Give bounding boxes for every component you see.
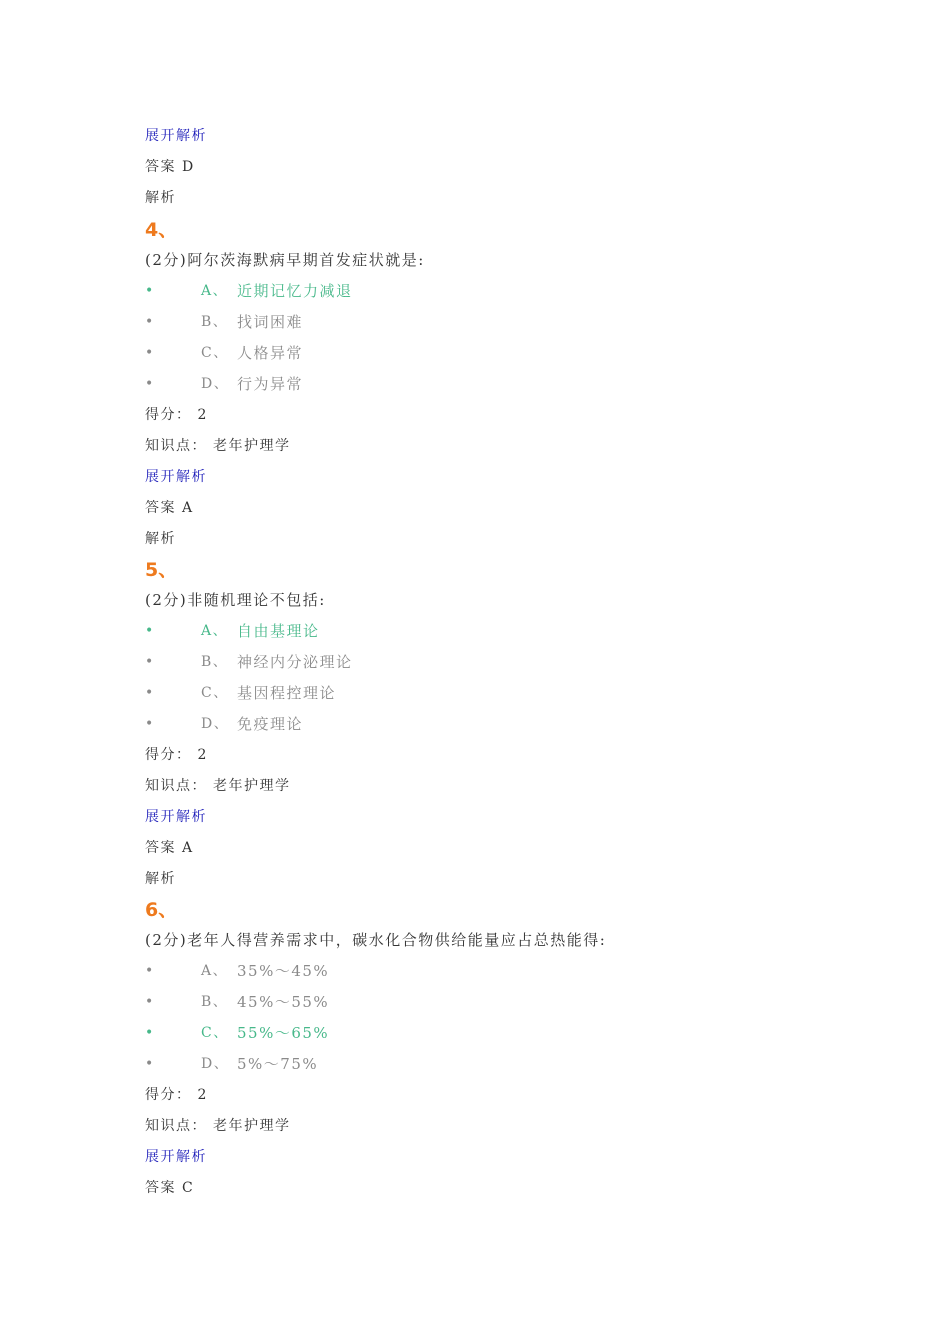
option-letter: C、 [201, 345, 229, 361]
question-stem-5: (2分)非随机理论不包括: [145, 591, 326, 609]
option-text: 行为异常 [237, 375, 304, 393]
option-text: 神经内分泌理论 [237, 653, 353, 671]
option-letter: C、 [201, 685, 229, 701]
question-stem-4: (2分)阿尔茨海默病早期首发症状就是: [145, 251, 425, 269]
expand-analysis-link-q4[interactable]: 展开解析 [145, 469, 207, 485]
question-stem-6: (2分)老年人得营养需求中，碳水化合物供给能量应占总热能得: [145, 931, 607, 949]
bullet-icon: • [145, 685, 155, 701]
option-text: 免疫理论 [237, 715, 304, 733]
knowledge-point-q6: 知识点： 老年护理学 [145, 1118, 291, 1134]
option-letter: D、 [201, 1056, 230, 1072]
option-4b[interactable] [145, 311, 545, 333]
bullet-icon: • [145, 963, 155, 979]
expand-analysis-link-q3[interactable]: 展开解析 [145, 128, 207, 144]
option-letter: A、 [201, 623, 229, 639]
option-5c[interactable] [145, 682, 545, 704]
bullet-icon: • [145, 994, 155, 1010]
score-q6: 得分： 2 [145, 1087, 208, 1103]
option-text: 55%～65% [237, 1024, 330, 1042]
bullet-icon: • [145, 623, 155, 639]
option-6b[interactable] [145, 991, 545, 1013]
bullet-icon: • [145, 1056, 155, 1072]
knowledge-point-q5: 知识点： 老年护理学 [145, 778, 291, 794]
knowledge-point-q4: 知识点： 老年护理学 [145, 438, 291, 454]
bullet-icon: • [145, 376, 155, 392]
bullet-icon: • [145, 716, 155, 732]
option-text: 人格异常 [237, 344, 304, 362]
option-6a[interactable] [145, 960, 545, 982]
analysis-label-q4: 解析 [145, 531, 176, 547]
option-letter: C、 [201, 1025, 229, 1041]
option-5a[interactable] [145, 620, 545, 642]
bullet-icon: • [145, 314, 155, 330]
bullet-icon: • [145, 654, 155, 670]
option-text: 找词困难 [237, 313, 304, 331]
option-4a[interactable] [145, 280, 545, 302]
option-text: 45%～55% [237, 993, 330, 1011]
bullet-icon: • [145, 345, 155, 361]
option-letter: D、 [201, 716, 230, 732]
option-letter: B、 [201, 994, 229, 1010]
answer-q5: 答案 A [145, 840, 194, 856]
score-q5: 得分： 2 [145, 747, 208, 763]
option-letter: D、 [201, 376, 230, 392]
bullet-icon: • [145, 283, 155, 299]
analysis-label-q3: 解析 [145, 190, 176, 206]
option-text: 自由基理论 [237, 622, 320, 640]
expand-analysis-link-q6[interactable]: 展开解析 [145, 1149, 207, 1165]
option-letter: B、 [201, 314, 229, 330]
option-6d[interactable] [145, 1053, 545, 1075]
expand-analysis-link-q5[interactable]: 展开解析 [145, 809, 207, 825]
answer-q6: 答案 C [145, 1180, 195, 1196]
option-6c[interactable] [145, 1022, 545, 1044]
option-text: 35%～45% [237, 962, 330, 980]
option-text: 基因程控理论 [237, 684, 337, 702]
option-letter: A、 [201, 283, 229, 299]
question-number-6: 6、 [145, 899, 178, 921]
option-4c[interactable] [145, 342, 545, 364]
score-q4: 得分： 2 [145, 407, 208, 423]
analysis-label-q5: 解析 [145, 871, 176, 887]
bullet-icon: • [145, 1025, 155, 1041]
option-text: 近期记忆力减退 [237, 282, 353, 300]
option-5d[interactable] [145, 713, 545, 735]
question-number-5: 5、 [145, 559, 178, 581]
answer-q4: 答案 A [145, 500, 194, 516]
option-5b[interactable] [145, 651, 545, 673]
option-text: 5%～75% [237, 1055, 319, 1073]
question-number-4: 4、 [145, 219, 178, 241]
answer-q3: 答案 D [145, 159, 195, 175]
option-letter: A、 [201, 963, 229, 979]
option-4d[interactable] [145, 373, 545, 395]
option-letter: B、 [201, 654, 229, 670]
